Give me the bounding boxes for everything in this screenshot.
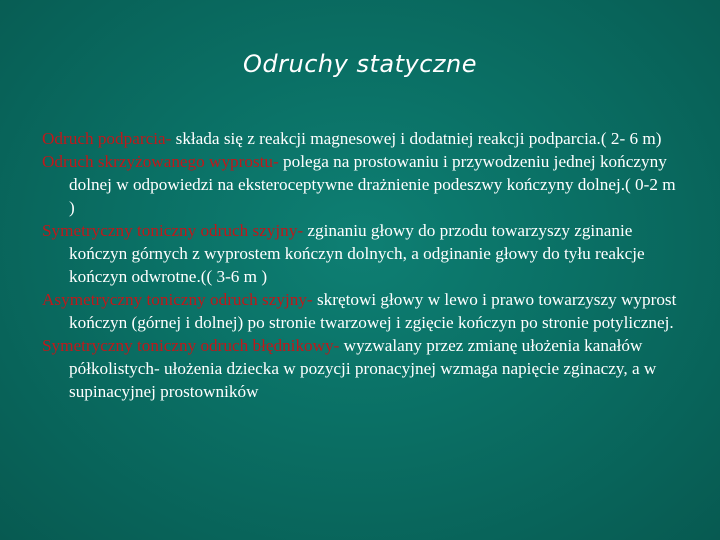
reflex-name: Symetryczny toniczny odruch szyjny- (42, 221, 304, 240)
reflex-description: skrętowi głowy w lewo i prawo towarzyszy wyprost kończyn (górnej i dolnej) po stronie twarzowej i zgięcie kończyn po stronie potylicznej. (69, 290, 677, 332)
list-item-asymetryczny-toniczny-odruch-szyjny (42, 288, 682, 334)
reflex-name: Symetryczny toniczny odruch błędnikowy- (42, 336, 340, 355)
reflex-description: polega na prostowaniu i przywodzeniu jednej kończyny dolnej w odpowiedzi na eksteroceptywne drażnienie podeszwy kończyny dolnej.( 0-2 m ) (69, 152, 676, 217)
reflex-description: wyzwalany przez zmianę ułożenia kanałów półkolistych- ułożenia dziecka w pozycji pronacyjnej wzmaga napięcie zginaczy, a w supinacyjnej prostowników (69, 336, 657, 401)
list-item-odruch-skrzyzowanego-wyprostu (42, 150, 682, 219)
list-item-symetryczny-toniczny-odruch-bledni-kowy (42, 334, 682, 403)
slide-body (42, 127, 682, 403)
slide-title: Odruchy statyczne (243, 50, 477, 78)
list-item-symetryczny-toniczny-odruch-szyjny (42, 219, 682, 288)
reflex-description: składa się z reakcji magnesowej i dodatniej reakcji podparcia.( 2- 6 m) (171, 129, 662, 148)
reflex-name: Asymetryczny toniczny odruch szyjny- (42, 290, 313, 309)
list-item-odruch-podparcia (42, 127, 682, 150)
reflex-description: zginaniu głowy do przodu towarzyszy zginanie kończyn górnych z wyprostem kończyn dolnych, a odginanie głowy do tyłu reakcje kończyn odwrotne.(( 3-6 m ) (69, 221, 645, 286)
reflex-name: Odruch podparcia- (42, 129, 172, 148)
reflex-name: Odruch skrzyżowanego wyprostu- (42, 152, 279, 171)
